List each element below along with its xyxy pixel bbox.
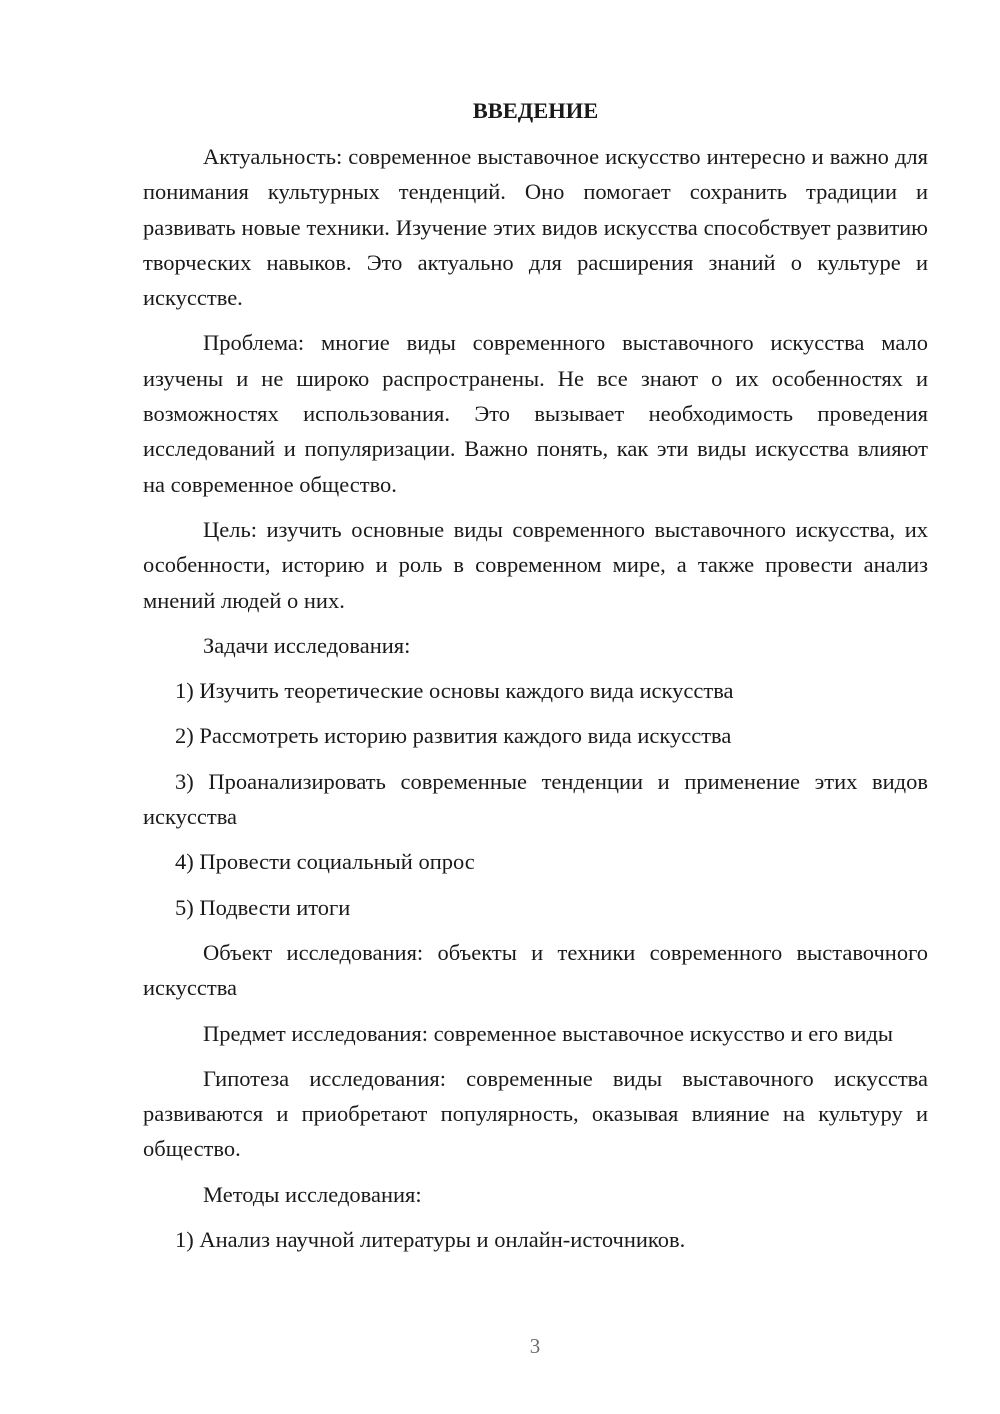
relevance-paragraph: Актуальность: современное выставочное искусство интересно и важно для понимания культурных тенденций. Оно помогает сохранить традиции и развивать новые техники. Изучение этих видов искусства способствует развитию творческих навыков. Это актуально для расширения знаний о культуре и искусстве. [143,144,928,311]
problem-paragraph: Проблема: многие виды современного выставочного искусства мало изучены и не широко распространены. Не все знают о их особенностях и возможностях использования. Это вызывает необходимость проведения исследований и популяризации. Важно понять, как эти виды искусства влияют на современное общество. [143,330,928,497]
task-item-5: 5) Подвести итоги [175,894,351,920]
hypothesis-paragraph: Гипотеза исследования: современные виды выставочного искусства развиваются и приобретают популярность, оказывая влияние на культуру и общество. [143,1065,928,1162]
page-title: ВВЕДЕНИЕ [472,98,599,123]
task-item-1: 1) Изучить теоретические основы каждого вида искусства [175,678,734,704]
object-paragraph: Объект исследования: объекты и техники современного выставочного искусства [143,939,928,1001]
method-item-1: 1) Анализ научной литературы и онлайн-источников. [175,1227,686,1253]
page-number: 3 [529,1334,541,1358]
task-item-3: 3) Проанализировать современные тенденции и применение этих видов искусства [143,768,928,830]
methods-heading: Методы исследования: [203,1181,422,1207]
goal-paragraph: Цель: изучить основные виды современного выставочного искусства, их особенности, историю и роль в современном мире, а также провести анализ мнений людей о них. [143,516,928,613]
task-item-4: 4) Провести социальный опрос [175,849,475,875]
page-content [143,95,928,1267]
subject-paragraph: Предмет исследования: современное выставочное искусство и его виды [203,1020,894,1046]
tasks-heading: Задачи исследования: [203,632,411,658]
task-item-2: 2) Рассмотреть историю развития каждого вида искусства [175,723,732,749]
